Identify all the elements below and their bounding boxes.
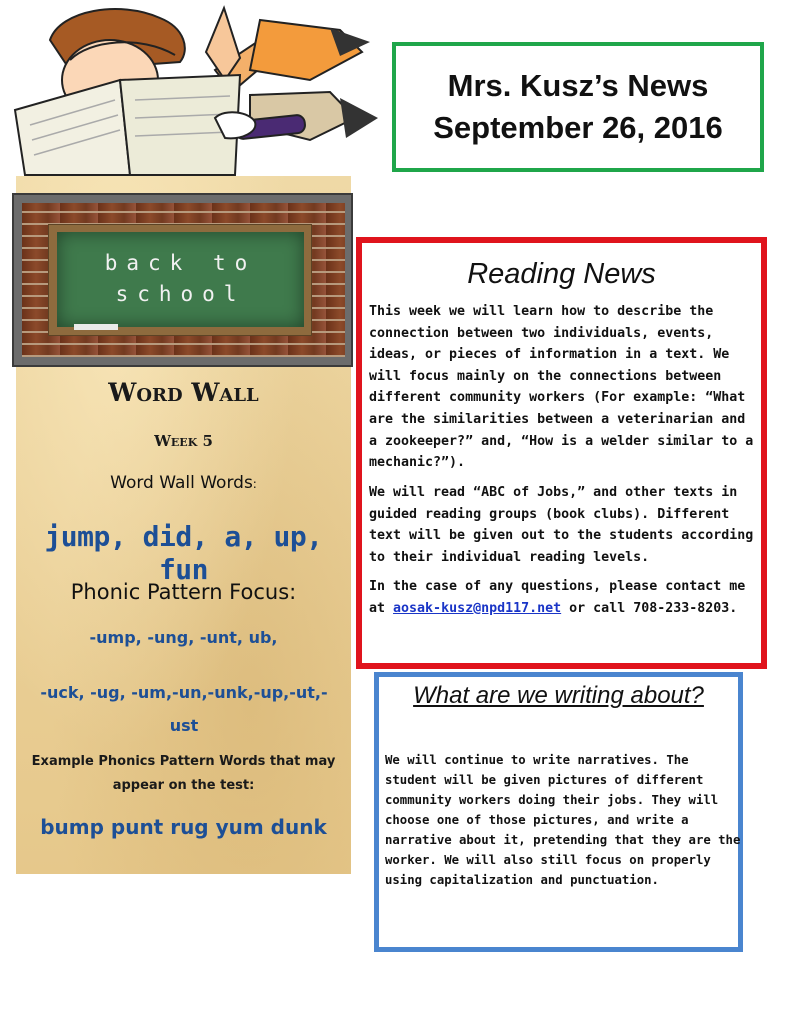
chalk-piece [74, 324, 118, 330]
reading-news-paragraph-1: This week we will learn how to describe the connection between two individuals, events, ideas, or pieces of information in a text. We will focus mainly on the connections between different community workers (For example: “What are the similarities between a veterinarian and a zookeeper?” and, “How is a welder similar to a mechanic?”). [369, 304, 754, 471]
chalkboard-line-1: back to [104, 251, 257, 275]
word-wall-week: Week 5 [154, 432, 213, 450]
chalkboard-line-2: school [115, 282, 246, 306]
writing-title [374, 678, 743, 714]
email-link[interactable]: aosak-kusz@npd117.net [393, 600, 562, 616]
newsletter-date: September 26, 2016 [433, 110, 723, 145]
writing-paragraph: We will continue to write narratives. The student will be given pictures of different community workers doing their jobs. They will choose one of those pictures, and write a narrative about it, pretending that they are the worker. We will also still focus on properly using capitalization and punctuation. [385, 753, 741, 887]
word-wall-label-text: Word Wall Words [110, 473, 253, 493]
word-wall-label-colon: : [252, 477, 257, 491]
phonic-pattern-line-2: -uck, -ug, -um,-un,-unk,-up,-ut,-ust [40, 683, 328, 735]
newsletter-title-box [392, 42, 764, 172]
phonic-pattern-line-1: -ump, -ung, -unt, ub, [89, 628, 278, 647]
boy-reading-book-illustration [10, 0, 400, 180]
example-words-label: Example Phonics Pattern Words that may appear on the test: [31, 754, 336, 793]
contact-text: In the case of any questions, please contact me at [369, 579, 746, 616]
reading-news-paragraph-3 [369, 576, 761, 619]
newsletter-title: Mrs. Kusz’s News [447, 68, 709, 104]
word-wall-words: jump, did, a, up, fun [44, 520, 323, 586]
writing-title-text: What are we writing about? [413, 682, 704, 709]
reading-news-paragraph-2: We will read “ABC of Jobs,” and other texts in guided reading groups (book clubs). Different text will be given out to the students according to their individual reading levels. [369, 485, 754, 565]
example-words: bump punt rug yum dunk [40, 815, 327, 839]
word-wall-title: Word Wall [108, 378, 259, 407]
phonic-pattern-label: Phonic Pattern Focus: [70, 580, 297, 604]
chalkboard-text [57, 248, 304, 310]
reading-news-title: Reading News [467, 258, 656, 290]
word-wall-label [16, 473, 351, 493]
phone-text: or call 708-233-8203. [561, 600, 738, 616]
